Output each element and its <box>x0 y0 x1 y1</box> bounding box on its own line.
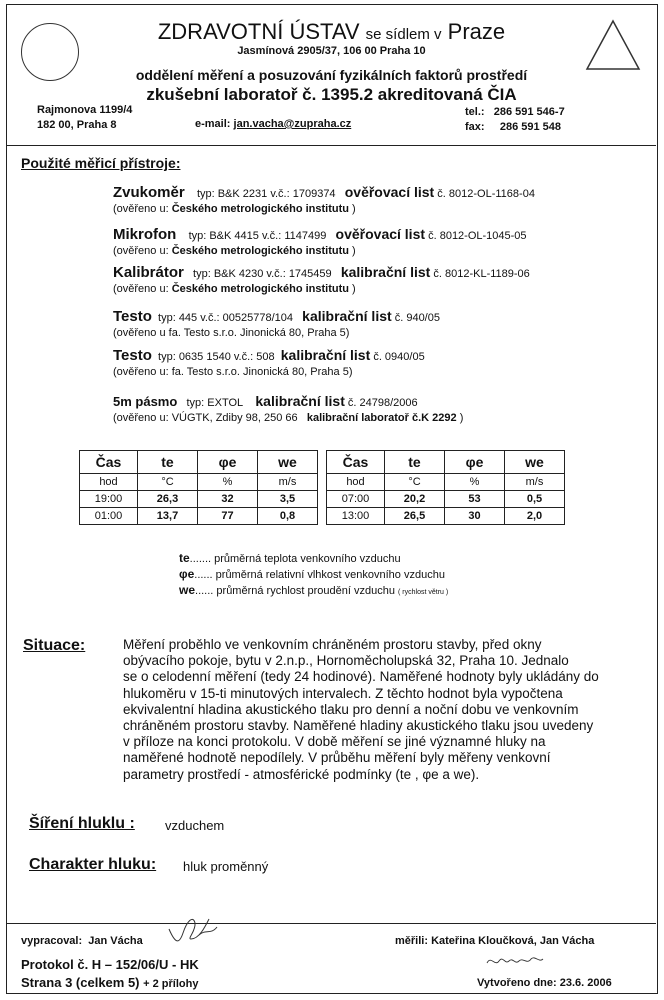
department-name: oddělení měření a posuzování fyzikálních faktorů prostředí <box>135 67 528 83</box>
noise-spread-value: vzduchem <box>165 818 225 833</box>
table-header-cell: Čas <box>80 451 138 474</box>
letterhead <box>7 5 656 145</box>
situation-text: Měření proběhlo ve venkovním chráněném prostoru stavby, před okny obývacího pokoje, bytu v 2.n.p., Hornoměcholupská 32, Praha 10. Jednalo se o celodenní měření (tedy 24 hodinové). Naměřené hodnoty byly ukládány do hlukoměru v 15-ti minutových intervalech. Z těchto hodnot byla vypočtena ekvivalentní hladina akustického tlaku pro denní a noční dobu ve venkovním chráněném prostoru stavby. Naměřené hladiny akustického tlaku jsou uvedeny v příloze na konci protokolu. V době měření se jiné významné hluky na naměřené hodnotě nepodílely. V průběhu měření byly měřeny venkovní parametry prostředí - atmosférické podmínky (te , φe a we). <box>123 637 599 782</box>
instrument-item: Zvukoměr typ: B&K 2231 v.č.: 1709374 ověřovací list č. 8012-OL-1168-04 (ověřeno u: Českého metrologického institutu ) <box>113 184 535 215</box>
signature-icon <box>483 949 553 971</box>
noise-character-label: Charakter hluku: <box>29 856 157 873</box>
instrument-item: Testo typ: 0635 1540 v.č.: 508 kalibrační list č. 0940/05 (ověřeno u: fa. Testo s.r.o. Jinonická 80, Praha 5) <box>113 347 425 378</box>
instrument-item: 5m pásmo typ: EXTOL kalibrační list č. 24798/2006 (ověřeno u: VÚGTK, Zdiby 98, 250 66 kalibrační laboratoř č.K 2292 ) <box>113 393 464 424</box>
footer-divider <box>7 923 656 924</box>
protocol-number: Protokol č. H – 152/06/U - HK <box>21 957 199 972</box>
table-header-cell: te <box>138 451 198 474</box>
creation-date: Vytvořeno dne: 23.6. 2006 <box>477 977 612 989</box>
header-divider <box>7 145 656 146</box>
table-header-cell: te <box>385 451 445 474</box>
table-units-row: hod °C % m/s hod °C % m/s <box>80 474 565 491</box>
measured-by: měřili: Kateřina Kloučková, Jan Vácha <box>395 935 595 947</box>
table-row: 01:00 13,7 77 0,8 13:00 26,5 30 2,0 <box>80 508 565 525</box>
legend-item: φe...... průměrná relativní vlhkost venkovního vzduchu <box>179 567 445 581</box>
institute-address: Jasmínová 2905/37, 106 00 Praha 10 <box>237 45 426 57</box>
lab-address: Rajmonova 1199/4 182 00, Praha 8 <box>37 104 133 131</box>
noise-spread-label: Šíření hluklu : <box>29 815 135 832</box>
email-link[interactable]: jan.vacha@zupraha.cz <box>233 118 352 130</box>
table-header-cell: we <box>258 451 318 474</box>
instrument-item: Kalibrátor typ: B&K 4230 v.č.: 1745459 kalibrační list č. 8012-KL-1189-06 (ověřeno u: Českého metrologického institutu ) <box>113 264 530 295</box>
document-page <box>6 4 658 994</box>
email-line: e-mail: jan.vacha@zupraha.cz <box>195 118 352 130</box>
institute-title: ZDRAVOTNÍ ÚSTAV se sídlem v Praze <box>157 19 506 44</box>
contact-numbers: tel.: 286 591 546-7 fax: 286 591 548 <box>465 106 565 133</box>
page-info: Strana 3 (celkem 5) + 2 přílohy <box>21 975 199 990</box>
table-legend <box>179 551 448 600</box>
instruments-title: Použité měřicí přístroje: <box>21 155 181 171</box>
table-row: 19:00 26,3 32 3,5 07:00 20,2 53 0,5 <box>80 491 565 508</box>
weather-table <box>79 450 565 525</box>
table-header-cell: φe <box>198 451 258 474</box>
signature-icon <box>165 909 225 949</box>
prepared-by: vypracoval: Jan Vácha <box>21 935 143 947</box>
table-header-cell: φe <box>445 451 505 474</box>
table-header-cell: we <box>505 451 565 474</box>
instrument-item: Mikrofon typ: B&K 4415 v.č.: 1147499 ověřovací list č. 8012-OL-1045-05 (ověřeno u: Českého metrologického institutu ) <box>113 226 527 257</box>
situation-label: Situace: <box>23 637 86 654</box>
laboratory-name: zkušební laboratoř č. 1395.2 akreditovaná ČIA <box>146 85 517 104</box>
instrument-item: Testo typ: 445 v.č.: 00525778/104 kalibrační list č. 940/05 (ověřeno u fa. Testo s.r.o. Jinonická 80, Praha 5) <box>113 308 440 339</box>
table-header-row <box>80 451 565 474</box>
noise-character-value: hluk proměnný <box>183 859 269 874</box>
legend-item: te....... průměrná teplota venkovního vzduchu <box>179 551 401 565</box>
table-header-cell: Čas <box>327 451 385 474</box>
legend-item: we...... průměrná rychlost proudění vzduchu ( rychlost větru ) <box>179 583 449 597</box>
